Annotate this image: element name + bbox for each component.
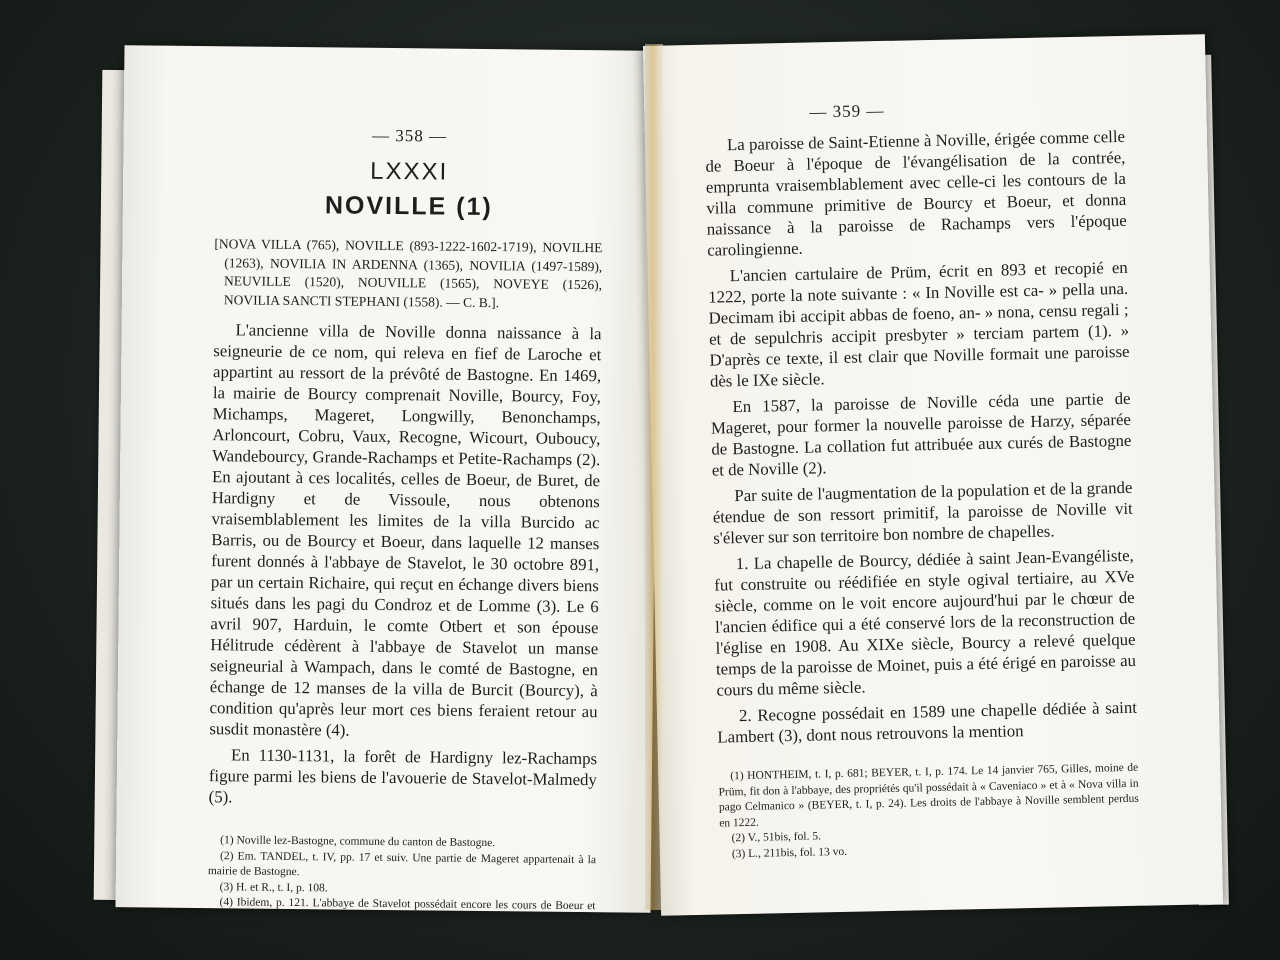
paragraph: En 1130-1131, la forêt de Hardigny lez-Rachamps figure parmi les biens de l'avouerie de Stavelot-Malmedy (5). <box>208 745 598 807</box>
right-body-text <box>705 126 1138 748</box>
right-footnotes <box>718 761 1140 863</box>
footnote: (1) Noville lez-Bastogne, commune du canton de Bastogne. <box>220 834 496 850</box>
paragraph: L'ancien cartulaire de Prüm, écrit en 893 et recopié en 1222, porte la note suivante : « In Noville est ca- » pella una. Decimam ibi accipit abbas de foeno, an- » nona, censu regali ; et de sepulchris accipit presbyter » terciam partem (1). » D'après ce texte, il est clair que Noville formait une paroisse dès le IXe siècle. <box>708 257 1130 391</box>
footnote: (4) Ibidem, p. 121. L'abbaye de Stavelot possédait encore les cours de Boeur et Buret et de Bourcy, au xve siècle (B. 53 II, fol. 14). <box>207 896 596 927</box>
paragraph: La paroisse de Saint-Etienne à Noville, érigée comme celle de Boeur à l'époque de l'évangélisation de la contrée, emprunta vraisemblablement avec celle-ci les contours de la villa commune primitive de Bourcy et Boeur, et donna naissance à la paroisse de Rachamps vers l'époque carolingienne. <box>705 126 1127 260</box>
left-footnotes <box>207 833 596 946</box>
chapter-title: NOVILLE (1) <box>324 191 493 222</box>
footnote: (5) H. et R., t. I, p. 304 : « silva de Hardineis. » <box>219 927 437 942</box>
paragraph: 1. La chapelle de Bourcy, dédiée à saint Jean-Evangéliste, fut construite ou réédifiée en style ogival tertiaire, au XVe siècle, comme on le voit encore aujourd'hui par le chœur de l'ancien édifice qui a été conservé lors de la reconstruction de l'église en 1908. Au XIXe siècle, Bourcy a relevé quelque temps de la paroisse de Moinet, puis a été érigé en paroisse au cours du même siècle. <box>714 545 1137 700</box>
footnote: (2) V., 51bis, fol. 5. <box>731 830 822 845</box>
footnote: (3) H. et R., t. I, p. 108. <box>219 880 328 894</box>
chapter-number: LXXXI <box>370 157 449 186</box>
paragraph: 2. Recogne possédait en 1589 une chapelle dédiée à saint Lambert (3), dont nous retrouvons la mention <box>717 697 1138 747</box>
footnote: (1) HONTHEIM, t. I, p. 681; BEYER, t. I, p. 174. Le 14 janvier 765, Gilles, moine de Prüm, fit don à l'abbaye, des propriétés qu'il possédait à « Caveniaco » et à « Nova villa in pago Celmanico » (BEYER, t. I, p. 24). Les droits de l'abbaye à Noville semblent perdus en 1222. <box>718 761 1139 830</box>
paragraph: L'ancienne villa de Noville donna naissance à la seigneurie de ce nom, qui releva en fief de Laroche et appartint au ressort de la prévôté de Bastogne. En 1469, la mairie de Bourcy comprenait Noville, Bourcy, Foy, Michamps, Mageret, Longwilly, Benonchamps, Arloncourt, Cobru, Vaux, Recogne, Wicourt, Ouboucy, Wandebourcy, Grande-Rachamps et Petite-Rachamps (2). En ajoutant à ces localités, celles de Boeur, de Buret, de Hardigny et de Vissoule, nous obtenons vraisemblablement les limites de la villa Burcido ac Barris, ou de Bourcy et Boeur, dans laquelle 12 manses furent donnés à l'abbaye de Stavelot, le 30 octobre 891, par un certain Richaire, qui reçut en échange divers biens situés dans les pagi du Condroz et de Lomme (3). Le 6 avril 907, Harduin, le comte Otbert et son épouse Hélitrude cédèrent à l'abbaye de Stavelot un manse seigneurial à Wampach, dans le comté de Bastogne, en échange de 12 manses de la villa de Burcit (Bourcy), à condition qu'après leur mort ces biens feraient retour au susdit monastère (4). <box>209 320 602 740</box>
paragraph: Par suite de l'augmentation de la population et de la grande étendue de son ressort primitif, la paroisse de Noville vit s'élever sur son territoire bon nombre de chapelles. <box>712 477 1133 548</box>
paragraph: En 1587, la paroisse de Noville céda une partie de Mageret, pour former la nouvelle paroisse de Harzy, séparée de Bastogne. La collation fut attribuée aux curés de Bastogne et de Noville (2). <box>710 388 1132 480</box>
footnote: (3) L., 211bis, fol. 13 vo. <box>731 845 848 860</box>
right-page <box>643 34 1223 916</box>
left-page <box>116 45 660 942</box>
footnote: (2) Em. TANDEL, t. IV, pp. 17 et suiv. Une partie de Mageret appartenait à la mairie de Bastogne. <box>207 849 597 879</box>
page-number-right: — 359 — <box>809 100 885 122</box>
right-page-content <box>703 36 1140 863</box>
page-number-left: — 358 — <box>371 125 448 146</box>
historical-forms: [NOVA VILLA (765), NOVILLE (893-1222-1602-1719), NOVILHE (1263), NOVILIA IN ARDENNA (1365), NOVILIA (1497-1589), NEUVILLE (1520), NOUVILLE (1565), NOVEYE (1526), NOVILIA SANCTI STEPHANI (1558). — C. B.]. <box>214 236 603 310</box>
left-page-content <box>207 46 604 946</box>
left-body-text <box>209 319 602 811</box>
book-gutter <box>645 44 663 910</box>
